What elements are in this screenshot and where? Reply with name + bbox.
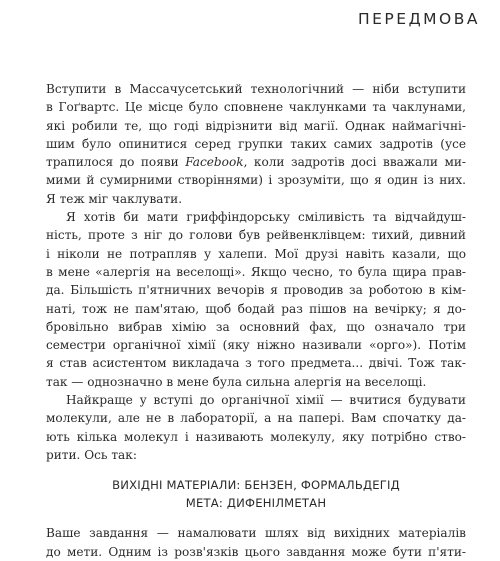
example-block: [46, 476, 466, 512]
text-segment: трапилося до появи: [46, 155, 186, 170]
text-line: в мене «алергія на веселощі». Якщо чесно, то була щира прав-: [46, 264, 466, 279]
text-line: Я хотів би мати гриффіндорську сміливість та відчайдуш-: [66, 210, 466, 225]
text-line: молекули, але не в лабораторії, а на папері. Вам спочатку да-: [46, 411, 466, 426]
paragraph-4: [46, 524, 466, 561]
text-line: Найкраще у вступі до органічної хімії — вчитися будувати: [66, 393, 466, 408]
text-line: так — однозначно в мене була сильна алергія на веселощі.: [46, 374, 427, 389]
text-line: наті, тож не пам'ятаю, щоб бодай раз пішов на вечірку; я до-: [46, 301, 466, 316]
running-header: ПЕРЕДМОВА: [357, 10, 480, 28]
text-line: бровільно вибрав хімію за основний фах, що означало три: [46, 319, 466, 334]
text-line: в Гоґвартс. Це місце було сповнене чаклунками та чаклунами,: [46, 100, 466, 115]
text-line: ють кілька молекул і називають молекулу, яку потрібно ство-: [46, 429, 466, 444]
text-line: ність, проте з ніг до голови був рейвенклівцем: тихий, дивний: [46, 228, 466, 243]
example-target: МЕТА: ДИФЕНІЛМЕТАН: [185, 496, 327, 511]
text-line: які робили те, що годі відрізнити від магії. Однак наймагічні-: [46, 118, 466, 133]
text-line: до мети. Одним із розв'язків цього завдання може бути п'яти-: [46, 544, 466, 559]
text-line: [46, 153, 466, 171]
paragraph-1: [46, 80, 466, 208]
text-line: Я теж міг чаклувати.: [46, 191, 183, 206]
facebook-italic: Facebook: [185, 155, 244, 170]
text-line: шим було опинитися серед групки таких самих задротів (усе: [46, 136, 466, 151]
example-starting-materials: ВИХІДНІ МАТЕРІАЛИ: БЕНЗЕН, ФОРМАЛЬДЕГІД: [112, 478, 400, 493]
spacer: [46, 464, 466, 476]
text-line: рити. Ось так:: [46, 447, 137, 462]
text-line: Ваше завдання — намалювати шлях від вихідних матеріалів: [46, 526, 466, 541]
text-line: і ніколи не потрапляв у халепи. Мої друзі навіть казали, що: [46, 246, 466, 261]
spacer: [46, 512, 466, 524]
body-text: [46, 80, 466, 561]
paragraph-3: [46, 391, 466, 464]
paragraph-2: [46, 208, 466, 391]
text-line: мими й сумирними створіннями) і зрозуміти, що я один із них.: [46, 173, 466, 188]
text-segment: , коли задротів досі вважали ми-: [243, 155, 466, 170]
text-line: Вступити в Массачусетський технологічний — ніби вступити: [46, 82, 466, 96]
text-line: семестри органічної хімії (яку ніжно називали «орго»). Потім: [46, 338, 466, 353]
text-line: я став асистентом викладача з того предмета... двічі. Тож так-: [46, 356, 466, 371]
text-line: да. Більшість п'ятничних вечорів я проводив за роботою в кім-: [46, 283, 466, 298]
